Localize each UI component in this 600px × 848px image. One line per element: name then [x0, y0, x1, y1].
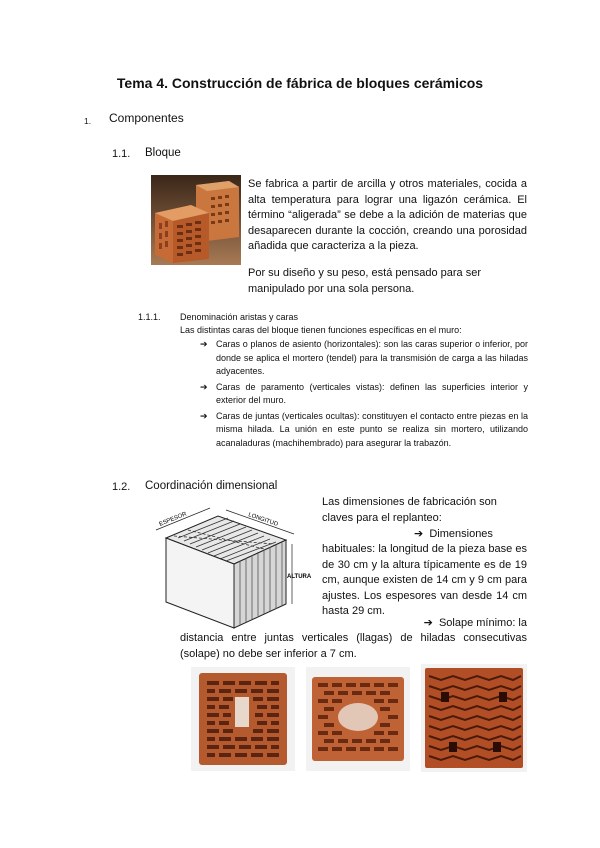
block-dimensions-diagram [148, 500, 316, 632]
espesor-label: ESPESOR [158, 511, 188, 528]
arrow-icon: ➔ [423, 617, 433, 629]
list-item [200, 410, 528, 451]
dimensions-intro: Las dimensiones de fabricación son claves para el replanteo: [322, 496, 497, 524]
overlap-lead-text: Solape mínimo: la [438, 617, 527, 629]
arrow-icon: ➔ [200, 339, 208, 349]
overlap-body: distancia entre juntas verticales (llagas) de hiladas consecutivas (solape) no debe ser inferior a 7 cm. [180, 632, 527, 660]
altura-label: ALTURA [287, 574, 312, 580]
section-1-2-title: Coordinación dimensional [145, 480, 278, 492]
arrow-icon: ➔ [200, 410, 208, 421]
list-item-text: Caras o planos de asiento (horizontales): son las caras superior o inferior, por donde se aplica el mortero (tendel) para la transmisión de carga a las hiladas adyacentes. [216, 339, 528, 376]
dimensions-bullet-lead [414, 527, 493, 543]
faces-intro: Las distintas caras del bloque tienen funciones específicas en el muro: [180, 325, 462, 335]
dimensions-lead-text: Dimensiones [429, 528, 493, 540]
list-item-text: Caras de paramento (verticales vistas): definen las superficies interior y exterior del muro. [216, 381, 528, 405]
section-1-title: Componentes [109, 111, 184, 125]
list-item-text: Caras de juntas (verticales ocultas): constituyen el contacto entre piezas en la misma hilada. La unión en este punto se realiza sin mortero, utilizando acanaladuras (machihembrado) para asegurar la trabazón. [216, 410, 528, 448]
list-item [200, 338, 528, 379]
block-face-photo-1 [191, 667, 295, 771]
longitud-label: LONGITUD [247, 512, 279, 528]
arrow-icon: ➔ [200, 381, 208, 392]
block-description-paragraph: Se fabrica a partir de arcilla y otros materiales, cocida a alta temperatura para lograr una ligazón cerámica. El término “aligerada” se debe a la adición de materias que desaparecen durante la cocción, creando una porosidad añadida que caracteriza a la pieza. [248, 178, 527, 252]
section-1-2-number: 1.2. [112, 481, 131, 493]
section-1-1-number: 1.1. [112, 148, 131, 160]
block-handling-paragraph: Por su diseño y su peso, está pensado para ser manipulado por una sola persona. [248, 267, 481, 295]
section-1-1-1-number: 1.1.1. [138, 312, 161, 322]
faces-list [200, 338, 528, 452]
page-title: Tema 4. Construcción de fábrica de bloques cerámicos [116, 75, 484, 91]
ceramic-block-photo [151, 175, 241, 265]
section-1-1-title: Bloque [145, 147, 181, 159]
overlap-bullet-lead [410, 616, 527, 632]
section-1-number: 1. [84, 116, 92, 126]
block-face-photo-2 [306, 667, 410, 771]
block-face-photo-3 [421, 664, 527, 772]
list-item [200, 381, 528, 408]
arrow-icon: ➔ [414, 528, 424, 540]
section-1-1-1-title: Denominación aristas y caras [180, 312, 299, 322]
dimensions-body: habituales: la longitud de la pieza base es de 30 cm y la altura típicamente es de 19 cm, aunque existen de 14 cm y 9 cm para ajustes. Los espesores van desde 14 cm hasta 29 cm. [322, 543, 527, 617]
